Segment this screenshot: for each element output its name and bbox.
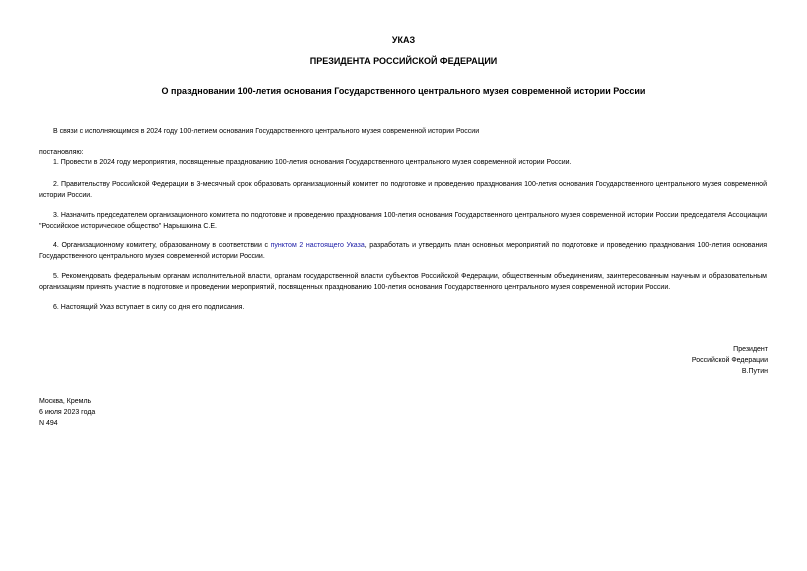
paragraph-4-text-start: 4. Организационному комитету, образованному в соответствии с (53, 242, 271, 249)
paragraph-3: 3. Назначить председателем организационного комитета по подготовке и проведению празднования 100-летия основания Государственного центрального музея современной истории России председателя Ассоциации "Российское историческое общество" Нарышкина С.Е. (39, 212, 767, 230)
signature-position: Президент (733, 346, 768, 353)
footer-date: 6 июля 2023 года (39, 409, 96, 416)
decree-heading: УКАЗ (391, 35, 416, 45)
preamble-paragraph: В связи с исполняющимся в 2024 году 100-летием основания Государственного центрального музея современной истории России (53, 128, 480, 135)
signature-block (692, 344, 768, 377)
signature-name: В.Путин (741, 368, 768, 375)
point-2-link[interactable]: пунктом 2 настоящего Указа (270, 242, 365, 249)
paragraph-4 (39, 240, 767, 262)
paragraph-5: 5. Рекомендовать федеральным органам исполнительной власти, органам государственной власти субъектов Российской Федерации, общественным объединениям, заинтересованным научным и образовательным организациям принять участие в подготовке и проведении мероприятий, посвященных празднованию 100-летия основания Государственного центрального музея современной истории России. (39, 273, 767, 291)
footer-place: Москва, Кремль (39, 398, 92, 405)
paragraph-6: 6. Настоящий Указ вступает в силу со дня его подписания. (53, 304, 245, 311)
signature-country: Российской Федерации (691, 357, 768, 364)
paragraph-4-text-end: , разработать и утвердить план основных мероприятий по подготовке и проведению празднования 100-летия основания Государственного центрального музея современной истории России. (39, 242, 768, 260)
issuer-heading: ПРЕЗИДЕНТА РОССИЙСКОЙ ФЕДЕРАЦИИ (309, 56, 498, 66)
footer-block (39, 396, 95, 429)
paragraph-1: 1. Провести в 2024 году мероприятия, посвященные празднованию 100-летия основания Государственного центрального музея современной истории России. (53, 159, 572, 166)
document-title: О праздновании 100-летия основания Государственного центрального музея современной истории России (161, 86, 646, 96)
decree-word: постановляю: (39, 149, 84, 156)
footer-number: N 494 (39, 420, 58, 427)
paragraph-2: 2. Правительству Российской Федерации в 3-месячный срок образовать организационный комитет по подготовке и проведению празднования 100-летия основания Государственного центрального музея современной истории России. (39, 181, 767, 199)
